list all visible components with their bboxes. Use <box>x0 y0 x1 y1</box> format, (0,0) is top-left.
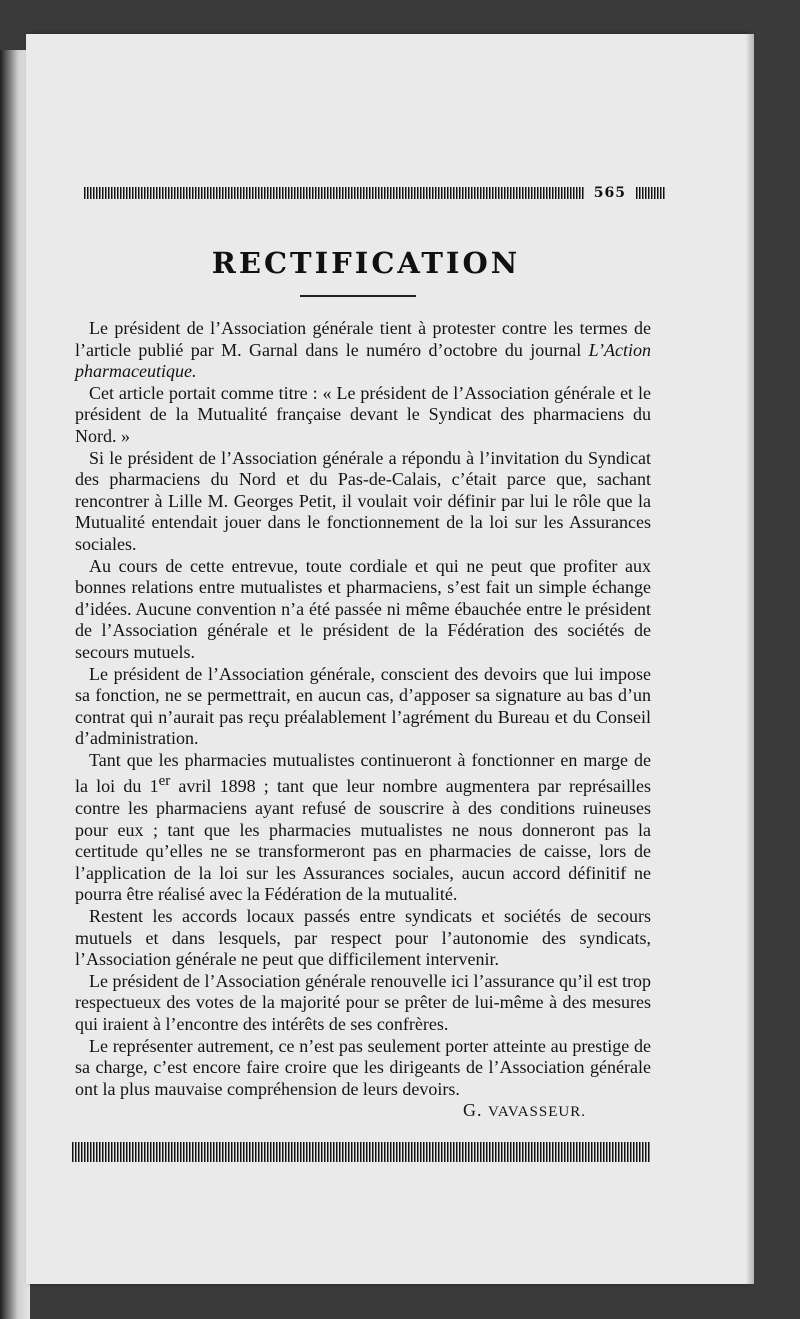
signature-initial: G. <box>463 1100 489 1120</box>
paragraph-6-text-a: Tant que les pharmacies mutualistes continueront à fonctionner en marge de la loi du 1 <box>75 749 651 797</box>
paragraph-4: Au cours de cette entrevue, toute cordiale et qui ne peut que profiter aux bonnes relations entre mutualistes et pharmaciens, s’est fait un simple échange d’idées. Aucune convention n’a été passée ni même ébauchée entre le président de l’Association générale et le président de la Fédération des sociétés de secours mutuels. <box>75 555 651 662</box>
paragraph-6-text-b: avril 1898 ; tant que leur nombre augmentera par représailles contre les pharmaciens ayant refusé de souscrire à des conditions ruineuses pour eux ; tant que les pharmacies mutualistes ne nous donneront pas la certitude qu’elles ne se transformeront pas en pharmacies de caisse, lors de l’application de la loi sur les Assurances sociales, aucun accord définitif ne pourra être réalisé avec la Fédération de la mutualité. <box>75 776 651 905</box>
paragraph-7: Restent les accords locaux passés entre syndicats et sociétés de secours mutuels et dans lesquels, par respect pour l’autonomie des syndicats, l’Association générale ne peut que difficilement intervenir. <box>75 906 651 970</box>
article-body <box>75 318 651 1100</box>
article-title: RECTIFICATION <box>211 246 521 280</box>
header-decorative-rule-short <box>636 187 666 199</box>
paragraph-6 <box>75 750 651 906</box>
header-decorative-rule <box>84 187 584 199</box>
running-header <box>84 184 666 202</box>
paragraph-1 <box>75 318 651 383</box>
paragraph-2: Cet article portait comme titre : « Le président de l’Association générale et le président de la Mutualité française devant le Syndicat des pharmaciens du Nord. » <box>75 382 651 446</box>
page-edge-shadow <box>746 34 754 1284</box>
paragraph-3: Si le président de l’Association générale a répondu à l’invitation du Syndicat des pharmaciens du Nord et du Pas-de-Calais, c’était parce que, sachant rencontrer à Lille M. Georges Petit, il voulait voir définir par lui le rôle que la Mutualité entendait jouer dans le fonctionnement de la loi sur les Assurances sociales. <box>75 447 651 554</box>
paragraph-8: Le président de l’Association générale renouvelle ici l’assurance qu’il est trop respectueux des votes de la majorité pour se prêter de lui-même à des mesures qui iraient à l’encontre des intérêts de ses confrères. <box>75 970 651 1034</box>
paragraph-1-text: Le président de l’Association générale tient à protester contre les termes de l’article publié par M. Garnal dans le numéro d’octobre du journal <box>75 318 651 360</box>
page-number: 565 <box>593 185 626 201</box>
document-page <box>26 34 748 1284</box>
title-underline <box>300 295 416 297</box>
journal-name: L’Action pharmaceutique. <box>75 339 651 382</box>
footer-decorative-rule <box>72 1142 650 1162</box>
paragraph-5: Le président de l’Association générale, conscient des devoirs que lui impose sa fonction, ne se permettrait, en aucun cas, d’apposer sa signature au bas d’un contrat qui n’aurait pas reçu préalablement l’agrément du Bureau et du Conseil d’administration. <box>75 663 651 749</box>
ordinal-superscript: er <box>158 773 171 790</box>
signature <box>406 1100 586 1121</box>
signature-name: VAVASSEUR. <box>488 1104 586 1120</box>
paragraph-9: Le représenter autrement, ce n’est pas seulement porter atteinte au prestige de sa charge, c’est encore faire croire que les dirigeants de l’Association générale ont la plus mauvaise compréhension de leurs devoirs. <box>75 1035 651 1099</box>
